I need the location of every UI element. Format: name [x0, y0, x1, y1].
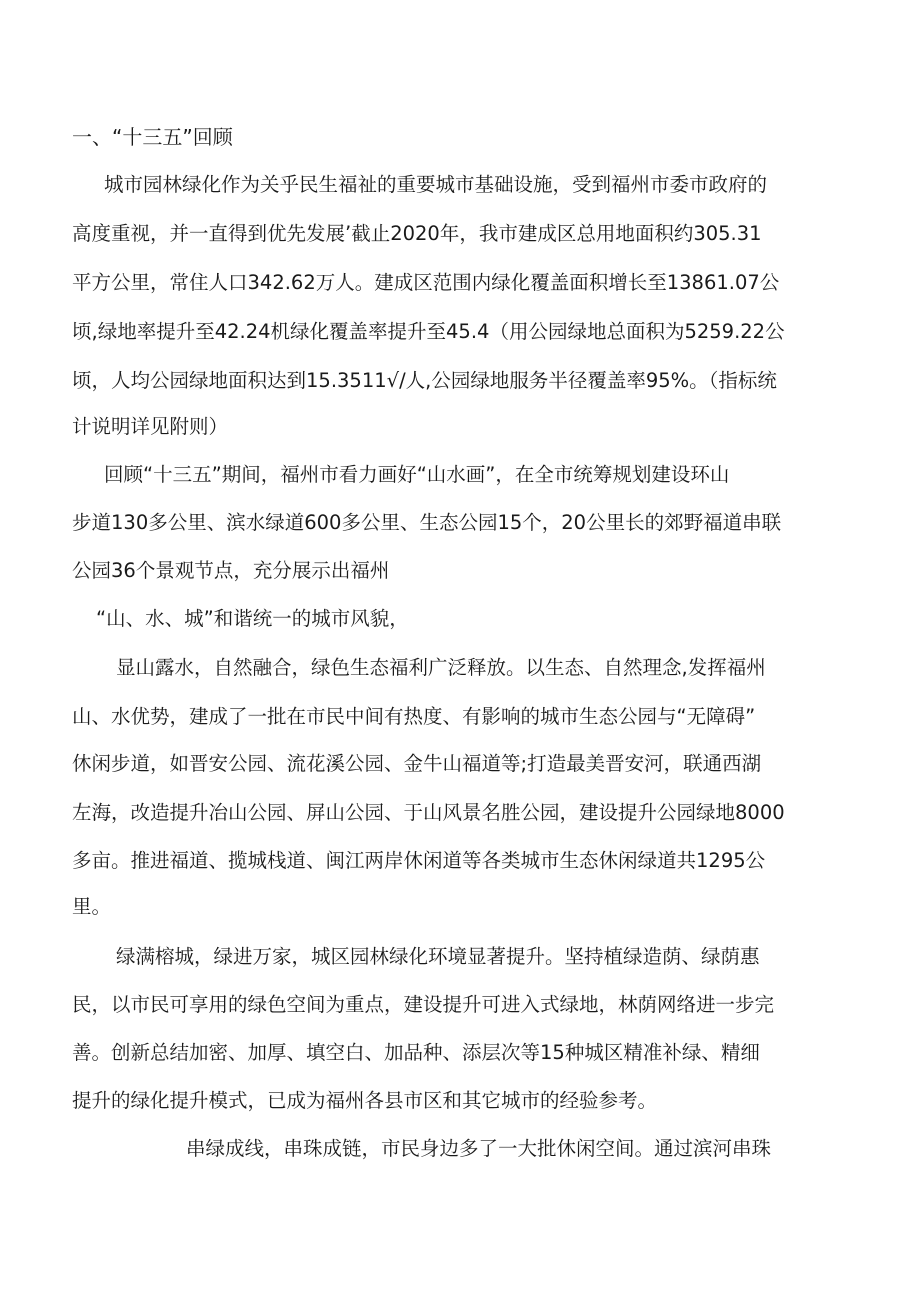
text-line: 平方公里，常住人口342.62万人。建成区范围内绿化覆盖面积增长至13861.07公 — [72, 271, 780, 294]
text-line: 串绿成线，串珠成链，市民身边多了一大批休闲空间。通过滨河串珠 — [186, 1137, 772, 1160]
text-line: 左海，改造提升冶山公园、屏山公园、于山风景名胜公园，建设提升公园绿地8000 — [72, 801, 785, 824]
text-line: 步道130多公里、滨水绿道600多公里、生态公园15个，20公里长的郊野福道串联 — [72, 511, 782, 534]
text-line: 山、水优势，建成了一批在市民中间有热度、有影响的城市生态公园与“无障碍” — [72, 705, 756, 728]
text-line: 多亩。推进福道、揽城栈道、闽江两岸休闲道等各类城市生态休闲绿道共1295公 — [72, 849, 766, 872]
text-line: 顷,绿地率提升至42.24机绿化覆盖率提升至45.4（用公园绿地总面积为5259.22公 — [72, 320, 785, 343]
text-line: 顷，人均公园绿地面积达到15.3511√/人,公园绿地服务半径覆盖率95%。（指标统 — [72, 369, 777, 392]
text-line: 里。 — [72, 895, 112, 918]
text-line: “山、水、城”和谐统一的城市风貌， — [96, 607, 409, 630]
section-heading: 一、“十三五”回顾 — [72, 125, 233, 149]
text-line: 公园36个景观节点，充分展示出福州 — [72, 559, 390, 582]
text-line: 休闲步道，如晋安公园、流花溪公园、金牛山福道等;打造最美晋安河，联通西湖 — [72, 752, 762, 775]
text-line: 提升的绿化提升模式，已成为福州各县市区和其它城市的经验参考。 — [72, 1089, 658, 1112]
text-line: 绿满榕城，绿进万家，城区园林绿化环境显著提升。坚持植绿造荫、绿荫惠 — [116, 945, 760, 968]
text-line: 回顾“十三五”期间，福州市看力画好“山水画”，在全市统筹规划建设环山 — [104, 463, 730, 486]
text-line: 善。创新总结加密、加厚、填空白、加品种、添层次等15种城区精准补绿、精细 — [72, 1041, 760, 1064]
text-line: 高度重视，并一直得到优先发展’截止2020年，我市建成区总用地面积约305.31 — [72, 222, 762, 245]
text-line: 显山露水，自然融合，绿色生态福利广泛释放。以生态、自然理念,发挥福州 — [116, 656, 766, 679]
text-line: 城市园林绿化作为关乎民生福祉的重要城市基础设施，受到福州市委市政府的 — [104, 173, 768, 196]
text-line: 计说明详见附则） — [72, 415, 229, 438]
text-line: 民，以市民可享用的绿色空间为重点，建设提升可进入式绿地，林荫网络进一步完 — [72, 993, 775, 1016]
